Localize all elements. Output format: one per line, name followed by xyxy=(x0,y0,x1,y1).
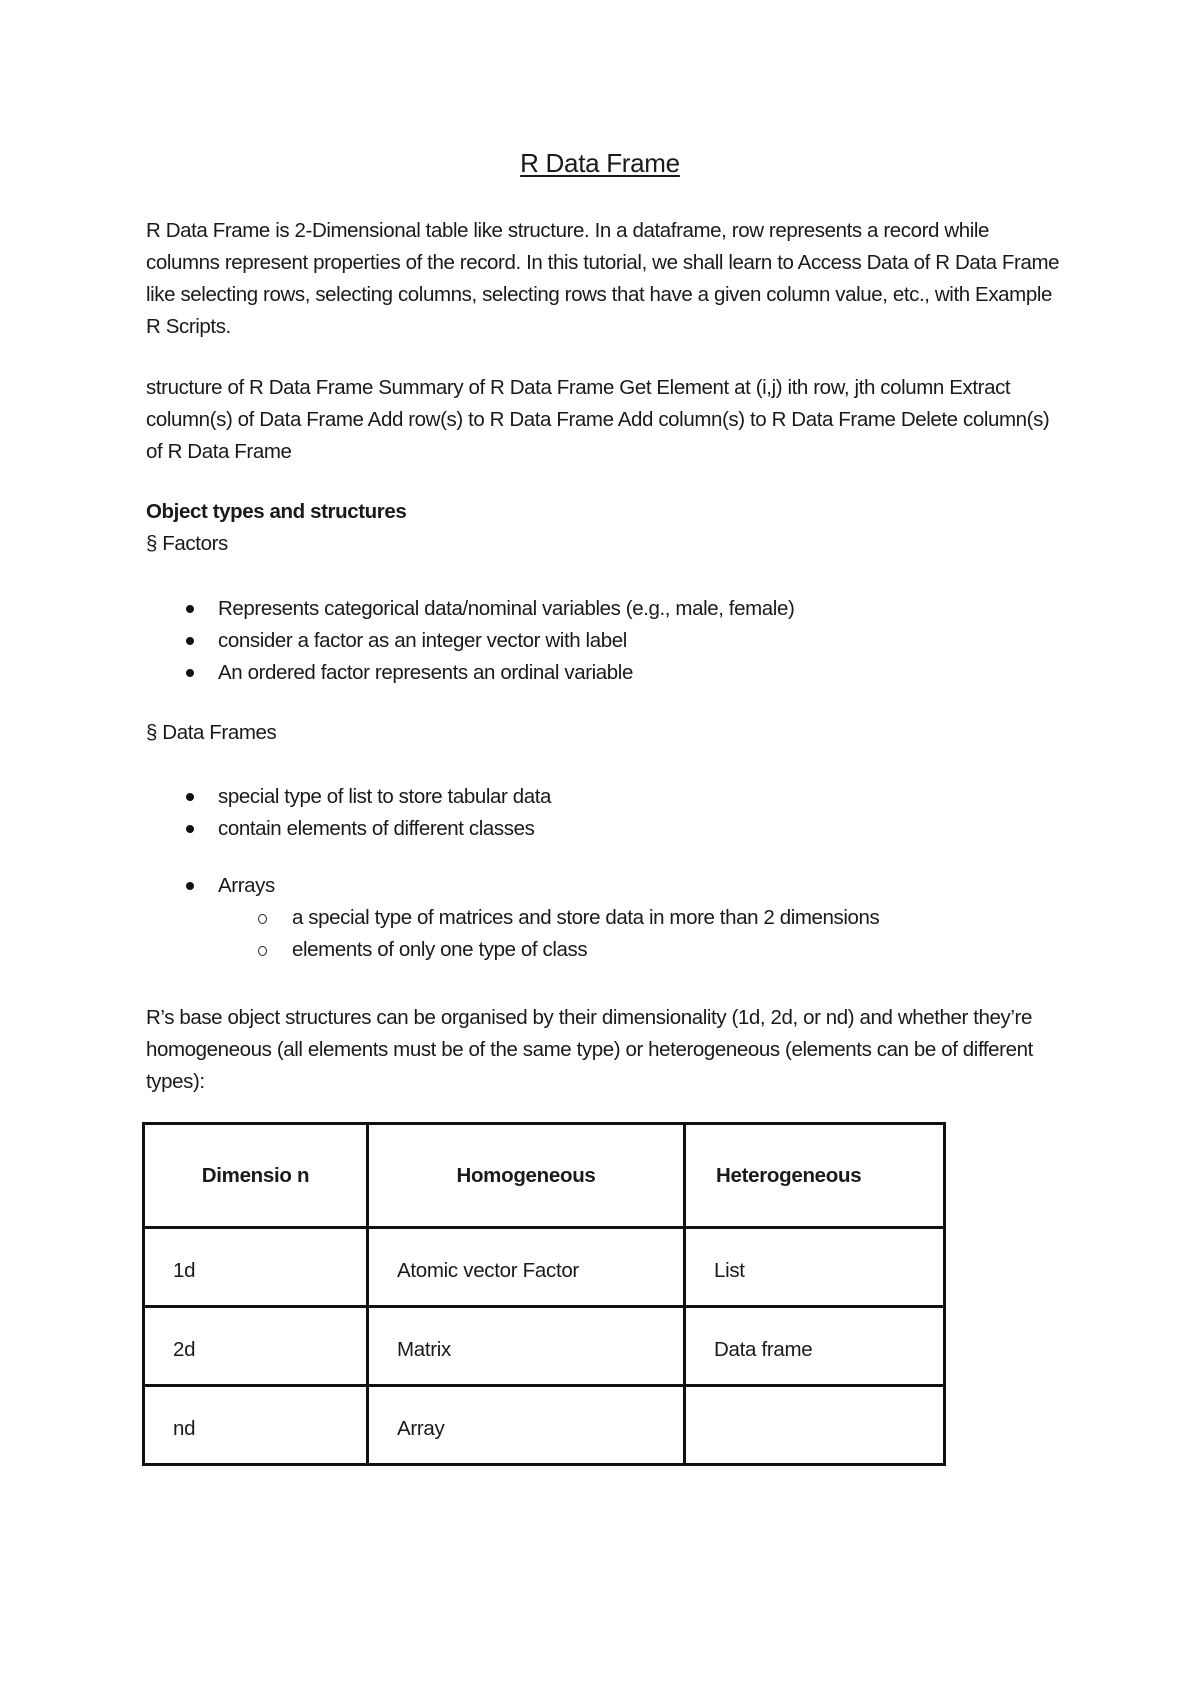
data-frames-label: § Data Frames xyxy=(146,721,277,744)
bullet-icon xyxy=(186,605,194,613)
intro-paragraph: R Data Frame is 2-Dimensional table like structure. In a dataframe, row represents a record while columns represent properties of the record. In this tutorial, we shall learn to Access Data of R Data Frame like selecting rows, selecting columns, selecting rows that have a given column value, etc., with Example R Scripts. xyxy=(146,219,1060,338)
section-heading: Object types and structures xyxy=(146,500,407,523)
list-item: elements of only one type of class xyxy=(218,934,879,966)
list-item: Represents categorical data/nominal variables (e.g., male, female) xyxy=(146,593,794,625)
table-row xyxy=(144,1307,945,1386)
page-title: R Data Frame xyxy=(520,148,680,178)
circle-bullet-icon xyxy=(258,914,267,924)
list-item: consider a factor as an integer vector with label xyxy=(146,625,794,657)
table-cell: Array xyxy=(368,1386,685,1465)
table-cell: List xyxy=(685,1228,945,1307)
arrays-sublist xyxy=(218,902,879,966)
table-cell: nd xyxy=(144,1386,368,1465)
list-item: a special type of matrices and store data in more than 2 dimensions xyxy=(218,902,879,934)
bullet-icon xyxy=(186,882,194,890)
bullet-icon xyxy=(186,793,194,801)
table-header-cell: Heterogeneous xyxy=(685,1124,945,1228)
list-item: Arrays xyxy=(146,870,275,902)
table-header-row xyxy=(144,1124,945,1228)
circle-bullet-icon xyxy=(258,946,267,956)
factors-label: § Factors xyxy=(146,532,228,555)
list-item: special type of list to store tabular data xyxy=(146,781,551,813)
table-cell: 2d xyxy=(144,1307,368,1386)
bullet-icon xyxy=(186,669,194,677)
table-cell xyxy=(685,1386,945,1465)
summary-paragraph: R’s base object structures can be organised by their dimensionality (1d, 2d, or nd) and whether they’re homogeneous (all elements must be of the same type) or heterogeneous (elements can be of different types): xyxy=(146,1006,1033,1093)
bullet-icon xyxy=(186,825,194,833)
table-cell: 1d xyxy=(144,1228,368,1307)
table-cell: Matrix xyxy=(368,1307,685,1386)
table-header-cell: Homogeneous xyxy=(368,1124,685,1228)
table-cell: Data frame xyxy=(685,1307,945,1386)
table-row xyxy=(144,1228,945,1307)
factors-list xyxy=(146,593,794,689)
structures-table xyxy=(142,1122,946,1466)
table-cell: Atomic vector Factor xyxy=(368,1228,685,1307)
table-header-cell: Dimensio n xyxy=(144,1124,368,1228)
bullet-icon xyxy=(186,637,194,645)
table-row xyxy=(144,1386,945,1465)
topics-paragraph: structure of R Data Frame Summary of R Data Frame Get Element at (i,j) ith row, jth column Extract column(s) of Data Frame Add row(s) to R Data Frame Add column(s) to R Data Frame Delete column(s) of R Data Frame xyxy=(146,376,1050,463)
data-frames-list xyxy=(146,781,551,845)
list-item: An ordered factor represents an ordinal variable xyxy=(146,657,794,689)
list-item: contain elements of different classes xyxy=(146,813,551,845)
arrays-list xyxy=(146,870,275,902)
